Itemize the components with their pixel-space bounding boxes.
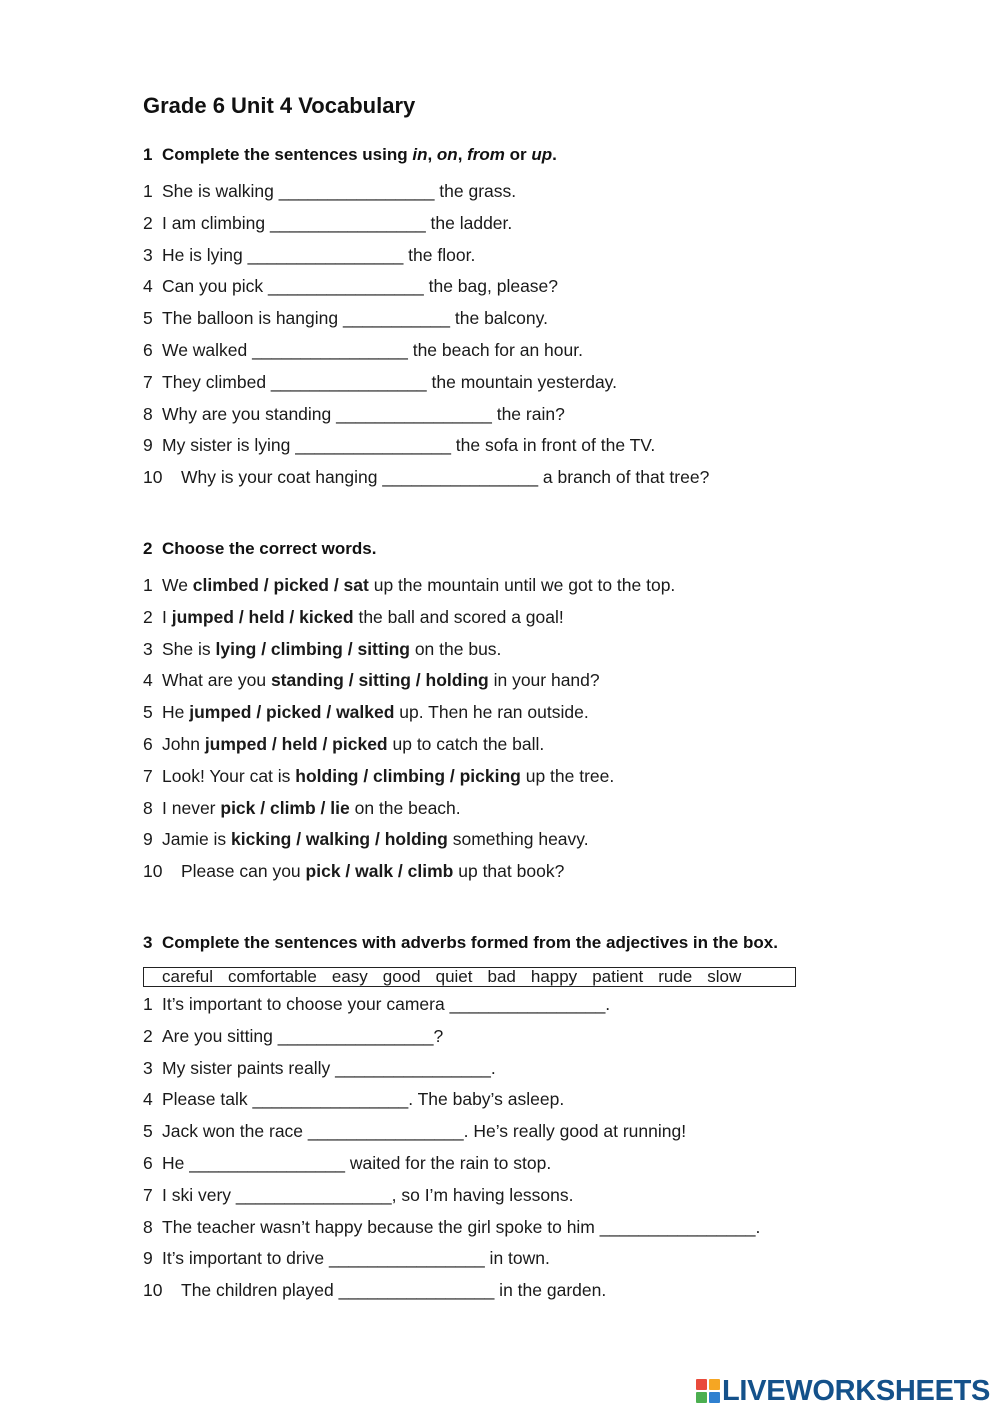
- exercise-item: [143, 466, 709, 498]
- sentence-text: Are you sitting ________________?: [162, 1025, 444, 1046]
- exercise-item: [143, 1184, 760, 1216]
- section-3-heading: [143, 933, 778, 953]
- word-options: jumped / held / kicked: [171, 606, 354, 627]
- sentence-text: Look! Your cat is: [162, 765, 296, 786]
- key-word: up: [531, 145, 553, 164]
- item-number: 7: [143, 1184, 153, 1205]
- section-1-instruction: [162, 145, 557, 164]
- sentence-text: .: [552, 145, 557, 164]
- sentence-text: John: [162, 733, 205, 754]
- word-box-word: easy: [331, 967, 368, 986]
- exercise-item: [143, 307, 709, 339]
- sentence-text: in your hand?: [488, 670, 600, 691]
- exercise-item: [143, 1120, 760, 1152]
- item-number: 4: [143, 1089, 153, 1110]
- item-number: 7: [143, 765, 153, 786]
- sentence-text: Please can you: [181, 861, 306, 882]
- sentence-text: What are you: [162, 670, 271, 691]
- exercise-item: [143, 993, 760, 1025]
- sentence-text: She is walking ________________ the grass.: [162, 181, 517, 201]
- key-word: from: [467, 145, 505, 164]
- sentence-text: on the beach.: [349, 797, 461, 818]
- word-box-word: bad: [487, 967, 516, 986]
- item-number: 3: [143, 244, 153, 265]
- word-box-word: happy: [530, 967, 578, 986]
- sentence-text: ,: [457, 145, 468, 164]
- worksheet-title: Grade 6 Unit 4 Vocabulary: [143, 93, 416, 118]
- word-box-word: quiet: [435, 967, 473, 986]
- item-number: 10: [143, 467, 163, 488]
- item-number: 1: [143, 181, 153, 201]
- item-number: 2: [143, 212, 153, 233]
- exercise-item: [143, 606, 675, 638]
- sentence-text: The children played ________________ in the garden.: [181, 1280, 607, 1301]
- sentence-text: Can you pick ________________ the bag, please?: [162, 276, 559, 297]
- sentence-text: Jamie is: [162, 829, 232, 850]
- sentence-text: The teacher wasn’t happy because the girl spoke to him ________________.: [162, 1216, 761, 1237]
- section-3-instruction: [162, 933, 778, 952]
- item-number: 8: [143, 403, 153, 424]
- sentence-text: My sister is lying ________________ the sofa in front of the TV.: [162, 435, 656, 456]
- word-box-word: comfortable: [228, 967, 317, 986]
- sentence-text: up the mountain until we got to the top.: [368, 575, 676, 595]
- sentence-text: It’s important to drive ________________ in town.: [162, 1248, 550, 1269]
- word-box-word: rude: [658, 967, 693, 986]
- sentence-text: Jack won the race ________________. He’s really good at running!: [162, 1121, 687, 1142]
- section-2-heading: [143, 539, 376, 559]
- item-number: 9: [143, 1248, 153, 1269]
- exercise-item: [143, 1216, 760, 1248]
- item-number: 8: [143, 1216, 153, 1237]
- logo-square: [709, 1379, 720, 1390]
- item-number: 3: [143, 1057, 153, 1078]
- sentence-text: Why are you standing ________________ the rain?: [162, 403, 565, 424]
- word-options: climbed / picked / sat: [192, 575, 369, 595]
- sentence-text: I am climbing ________________ the ladder.: [162, 212, 513, 233]
- exercise-item: [143, 733, 675, 765]
- item-number: 9: [143, 829, 153, 850]
- section-2-list: [143, 574, 675, 892]
- sentence-text: He is lying ________________ the floor.: [162, 244, 476, 265]
- exercise-item: [143, 275, 709, 307]
- exercise-item: [143, 574, 675, 606]
- word-options: pick / walk / climb: [305, 861, 454, 882]
- liveworksheets-logo[interactable]: [696, 1375, 990, 1407]
- word-options: standing / sitting / holding: [270, 670, 489, 691]
- exercise-item: [143, 434, 709, 466]
- item-number: 4: [143, 670, 153, 691]
- exercise-item: [143, 669, 675, 701]
- word-options: jumped / picked / walked: [189, 702, 395, 723]
- section-1-list: [143, 180, 709, 498]
- exercise-item: [143, 1279, 760, 1311]
- sentence-text: I ski very ________________, so I’m having lessons.: [162, 1184, 574, 1205]
- exercise-item: [143, 403, 709, 435]
- sentence-text: The balloon is hanging ___________ the balcony.: [162, 308, 548, 329]
- sentence-text: Choose the correct words.: [162, 539, 377, 558]
- sentence-text: the ball and scored a goal!: [353, 606, 564, 627]
- word-options: lying / climbing / sitting: [215, 638, 410, 659]
- item-number: 2: [143, 1025, 153, 1046]
- item-number: 4: [143, 276, 153, 297]
- sentence-text: It’s important to choose your camera ________________.: [162, 994, 611, 1014]
- word-options: kicking / walking / holding: [231, 829, 448, 850]
- item-number: 6: [143, 733, 153, 754]
- sentence-text: up to catch the ball.: [387, 733, 545, 754]
- exercise-item: [143, 1025, 760, 1057]
- exercise-item: [143, 860, 675, 892]
- sentence-text: I never: [162, 797, 221, 818]
- sentence-text: He: [162, 702, 190, 723]
- word-box-word: patient: [592, 967, 644, 986]
- logo-square: [696, 1392, 707, 1403]
- sentence-text: I: [162, 606, 172, 627]
- exercise-item: [143, 1088, 760, 1120]
- word-box-word: careful: [162, 967, 214, 986]
- exercise-item: [143, 1152, 760, 1184]
- exercise-item: [143, 765, 675, 797]
- exercise-item: [143, 339, 709, 371]
- item-number: 8: [143, 797, 153, 818]
- exercise-item: [143, 1247, 760, 1279]
- exercise-item: [143, 828, 675, 860]
- exercise-item: [143, 701, 675, 733]
- section-2-instruction: [162, 539, 376, 558]
- item-number: 1: [143, 575, 153, 595]
- item-number: 5: [143, 702, 153, 723]
- sentence-text: Why is your coat hanging ________________ a branch of that tree?: [181, 467, 710, 488]
- item-number: 1: [143, 994, 153, 1014]
- sentence-text: or: [504, 145, 532, 164]
- sentence-text: something heavy.: [447, 829, 589, 850]
- section-2-number: 2: [143, 539, 153, 558]
- item-number: 6: [143, 1152, 153, 1173]
- logo-square: [696, 1379, 707, 1390]
- sentence-text: Please talk ________________. The baby’s asleep.: [162, 1089, 565, 1110]
- word-box: [143, 967, 796, 987]
- item-number: 5: [143, 1121, 153, 1142]
- item-number: 5: [143, 308, 153, 329]
- item-number: 7: [143, 371, 153, 392]
- logo-text: LIVEWORKSHEETS: [722, 1374, 991, 1407]
- sentence-text: She is: [162, 638, 216, 659]
- section-1-number: 1: [143, 145, 153, 164]
- section-1-heading: [143, 145, 557, 165]
- sentence-text: Complete the sentences with adverbs formed from the adjectives in the box.: [162, 933, 778, 952]
- sentence-text: up that book?: [453, 861, 565, 882]
- word-options: jumped / held / picked: [204, 733, 388, 754]
- item-number: 9: [143, 435, 153, 456]
- sentence-text: We walked ________________ the beach for an hour.: [162, 339, 583, 360]
- sentence-text: on the bus.: [409, 638, 502, 659]
- word-box-word: slow: [707, 967, 742, 986]
- key-word: on: [436, 145, 458, 164]
- sentence-text: He ________________ waited for the rain to stop.: [162, 1152, 552, 1173]
- sentence-text: My sister paints really ________________.: [162, 1057, 496, 1078]
- exercise-item: [143, 244, 709, 276]
- exercise-item: [143, 371, 709, 403]
- sentence-text: ,: [427, 145, 437, 164]
- exercise-item: [143, 1057, 760, 1089]
- exercise-item: [143, 180, 709, 212]
- item-number: 10: [143, 861, 163, 882]
- item-number: 3: [143, 638, 153, 659]
- word-box-word: good: [382, 967, 421, 986]
- sentence-text: up. Then he ran outside.: [394, 702, 589, 723]
- exercise-item: [143, 212, 709, 244]
- section-3-number: 3: [143, 933, 153, 952]
- word-options: pick / climb / lie: [220, 797, 350, 818]
- item-number: 6: [143, 339, 153, 360]
- item-number: 2: [143, 606, 153, 627]
- sentence-text: up the tree.: [520, 765, 615, 786]
- exercise-item: [143, 797, 675, 829]
- word-options: holding / climbing / picking: [295, 765, 521, 786]
- sentence-text: Complete the sentences using: [162, 145, 413, 164]
- item-number: 10: [143, 1280, 163, 1301]
- sentence-text: They climbed ________________ the mountain yesterday.: [162, 371, 617, 392]
- logo-square: [709, 1392, 720, 1403]
- key-word: in: [412, 145, 428, 164]
- sentence-text: We: [162, 575, 193, 595]
- exercise-item: [143, 638, 675, 670]
- logo-squares-icon: [696, 1379, 720, 1403]
- section-3-list: [143, 993, 760, 1311]
